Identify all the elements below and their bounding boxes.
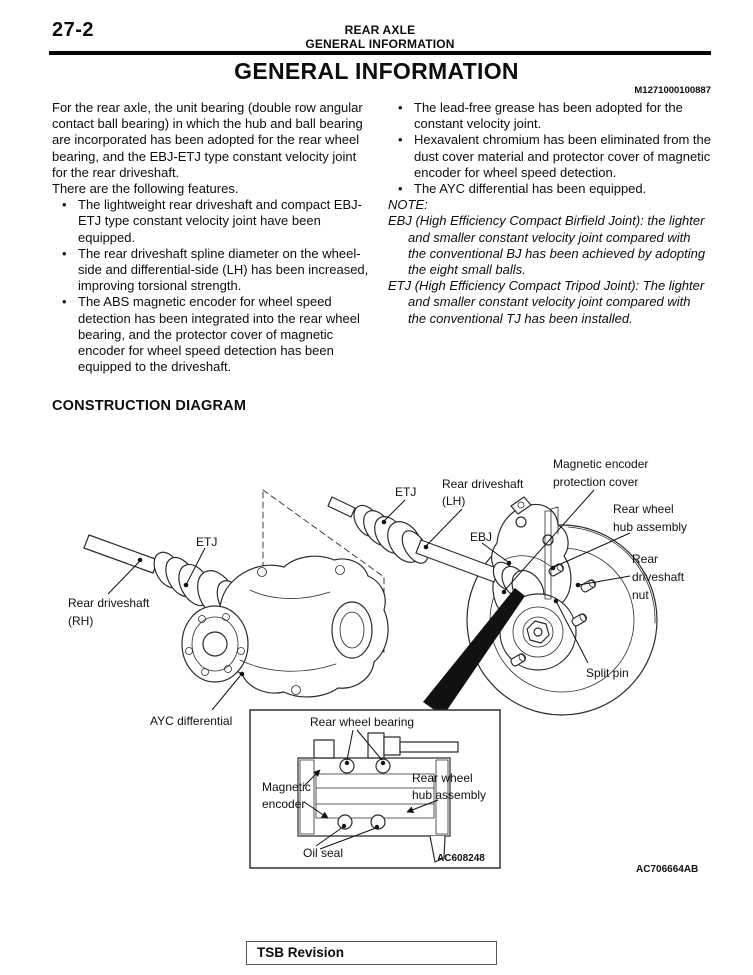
note-label: NOTE: [388, 197, 428, 213]
label-encoder-cover: protection cover [553, 475, 639, 489]
feature-text: The AYC differential has been equipped. [414, 181, 647, 197]
header-section: REAR AXLE [344, 23, 416, 37]
label-driveshaft-nut: Rear [632, 552, 659, 566]
label-rear-driveshaft-lh: (LH) [442, 494, 466, 508]
features-list-left [52, 197, 374, 375]
label-rear-driveshaft-rh: (RH) [68, 614, 94, 628]
label-inset-hub-assembly: Rear wheel [412, 771, 473, 785]
bullet-glyph: • [398, 132, 403, 148]
feature-text: The rear driveshaft spline diameter on the wheel-side and differential-side (LH) has been increased, improving torsional strength. [78, 245, 369, 294]
label-rear-driveshaft-rh: Rear driveshaft [68, 596, 150, 610]
label-magnetic-encoder: Magnetic [262, 780, 311, 794]
label-etj-left: ETJ [196, 535, 218, 549]
label-oil-seal: Oil seal [303, 846, 344, 860]
tsb-revision-box [246, 941, 497, 965]
right-column [388, 100, 712, 327]
note-item: EBJ (High Efficiency Compact Birfield Joint): the lighter and smaller constant velocity joint compared with the conventional BJ has been achieved by adopting the eight small balls. [388, 213, 706, 278]
page-title: GENERAL INFORMATION [234, 58, 519, 84]
construction-heading: CONSTRUCTION DIAGRAM [52, 398, 247, 414]
inset-detail-box [250, 710, 500, 868]
label-encoder-cover: Magnetic encoder [553, 457, 649, 471]
feature-text: The lead-free grease has been adopted for the constant velocity joint. [414, 100, 683, 132]
figure-code: AC706664AB [636, 864, 699, 875]
features-list-right [388, 100, 712, 197]
feature-text: The lightweight rear driveshaft and compact EBJ-ETJ type constant velocity joint have been equipped. [78, 197, 362, 245]
intro-paragraph: For the rear axle, the unit bearing (double row angular contact ball bearing) in which the hub and ball bearing are incorporated has been adopted for the rear wheel bearing, and the EBJ-ETJ type constant velocity joint for the rear driveshaft. [52, 100, 363, 180]
label-driveshaft-nut: nut [632, 588, 649, 602]
list-item [52, 197, 374, 246]
label-rear-wheel-bearing: Rear wheel bearing [310, 715, 415, 729]
label-split-pin: Split pin [586, 666, 629, 680]
label-etj-top: ETJ [395, 485, 417, 499]
bullet-glyph: • [62, 294, 67, 310]
label-driveshaft-nut: driveshaft [632, 570, 685, 584]
list-item [388, 132, 712, 181]
label-hub-assembly: hub assembly [613, 520, 688, 534]
doc-code: M1271000100887 [634, 85, 711, 96]
bullet-glyph: • [62, 245, 67, 261]
label-inset-hub-assembly: hub assembly [412, 788, 487, 802]
label-rear-driveshaft-lh: Rear driveshaft [442, 477, 524, 491]
page-number: 27-2 [52, 19, 95, 41]
construction-diagram [0, 430, 753, 890]
list-item [388, 181, 712, 197]
intro-paragraph: There are the following features. [52, 181, 239, 197]
list-item [388, 100, 712, 132]
bullet-glyph: • [398, 181, 403, 197]
left-column [52, 100, 374, 375]
label-magnetic-encoder: encoder [262, 797, 306, 811]
header-center [49, 23, 711, 51]
label-ayc-differential: AYC differential [150, 714, 233, 728]
bullet-glyph: • [62, 197, 67, 213]
label-hub-assembly: Rear wheel [613, 502, 674, 516]
list-item [52, 294, 374, 375]
note-item: ETJ (High Efficiency Compact Tripod Joint): The lighter and smaller constant velocity joint compared with the conventional TJ has been installed. [388, 278, 705, 326]
feature-text: The ABS magnetic encoder for wheel speed detection has been integrated into the rear wheel bearing, and the protector cover of magnetic encoder for wheel speed detection has been equipped to the driveshaft. [78, 294, 360, 375]
bullet-glyph: • [398, 100, 403, 115]
list-item [52, 246, 374, 295]
label-ebj: EBJ [470, 530, 493, 544]
header-rule [49, 51, 711, 55]
inset-figure-code: AC608248 [437, 853, 485, 864]
feature-text: Hexavalent chromium has been eliminated from the dust cover material and protector cover of magnetic encoder for wheel speed detection. [414, 132, 711, 180]
header-subsection: GENERAL INFORMATION [305, 37, 455, 51]
tsb-revision-label: TSB Revision [257, 945, 345, 960]
